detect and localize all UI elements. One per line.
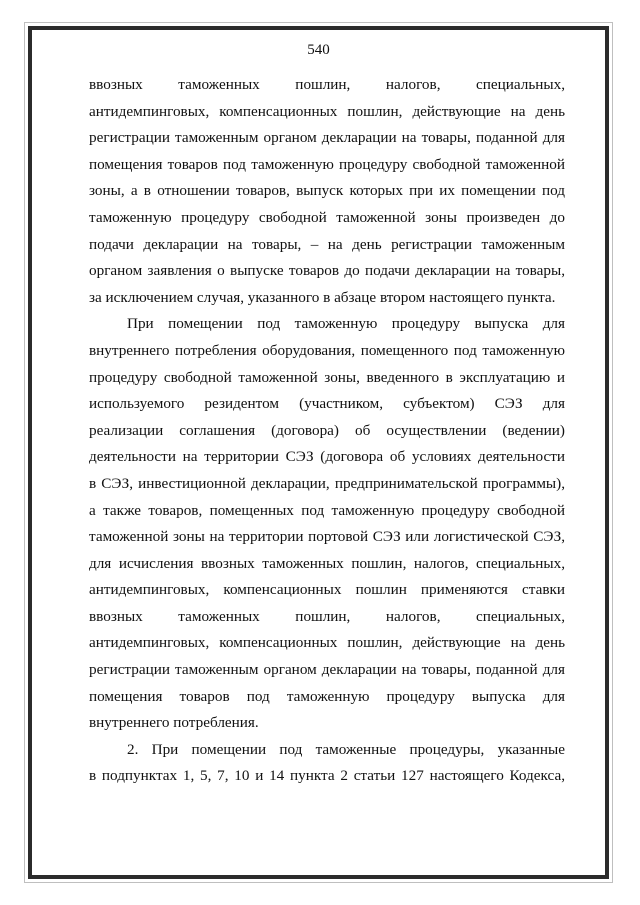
text-line: за исключением случая, указанного в абзаце втором настоящего пункта. <box>89 288 556 306</box>
text-line: антидемпинговых, компенсационных пошлин, действующие на день <box>89 634 565 652</box>
document-body <box>89 72 565 790</box>
text-line: 2. При помещении под таможенные процедуры, указанные <box>127 740 565 758</box>
text-line: а также товаров, помещенных под таможенную процедуру свободной <box>89 501 565 519</box>
text-line: таможенную процедуру свободной таможенной зоны произведен до <box>89 208 565 226</box>
paragraph-1 <box>89 72 565 311</box>
text-line: для исчисления ввозных таможенных пошлин, налогов, специальных, <box>89 554 565 572</box>
text-line: ввозных таможенных пошлин, налогов, специальных, <box>89 76 565 93</box>
text-line: регистрации таможенным органом декларации на товары, поданной для <box>89 129 565 147</box>
text-line: антидемпинговых, компенсационных пошлин, действующие на день <box>89 102 565 120</box>
text-line: реализации соглашения (договора) об осуществлении (ведении) <box>89 421 565 439</box>
text-line: в подпунктах 1, 5, 7, 10 и 14 пункта 2 статьи 127 настоящего Кодекса, <box>89 767 565 785</box>
paragraph-3 <box>89 737 565 790</box>
text-line: помещения товаров под таможенную процедуру выпуска для <box>89 687 565 705</box>
text-line: процедуру свободной таможенной зоны, введенного в эксплуатацию и <box>89 368 565 386</box>
page-number: 540 <box>307 42 330 58</box>
text-line: При помещении под таможенную процедуру выпуска для <box>127 315 565 333</box>
text-line: регистрации таможенным органом декларации на товары, поданной для <box>89 661 565 679</box>
text-line: в СЭЗ, инвестиционной декларации, предпринимательской программы), <box>89 474 565 492</box>
text-line: антидемпинговых, компенсационных пошлин применяются ставки <box>89 581 565 599</box>
text-line: подачи декларации на товары, – на день регистрации таможенным <box>89 235 565 253</box>
text-line: внутреннего потребления. <box>89 714 259 732</box>
text-line: помещения товаров под таможенную процедуру свободной таможенной <box>89 155 565 173</box>
text-line: внутреннего потребления оборудования, помещенного под таможенную <box>89 341 565 359</box>
page-frame <box>28 26 609 879</box>
text-line: таможенной зоны на территории портовой СЭЗ или логистической СЭЗ, <box>89 528 565 546</box>
text-line: используемого резидентом (участником, субъектом) СЭЗ для <box>89 395 565 413</box>
paragraph-2 <box>89 311 565 737</box>
text-line: органом заявления о выпуске товаров до подачи декларации на товары, <box>89 262 565 280</box>
text-line: зоны, а в отношении товаров, выпуск которых при их помещении под <box>89 182 565 200</box>
text-line: ввозных таможенных пошлин, налогов, специальных, <box>89 607 565 625</box>
text-line: деятельности на территории СЭЗ (договора об условиях деятельности <box>89 448 565 466</box>
